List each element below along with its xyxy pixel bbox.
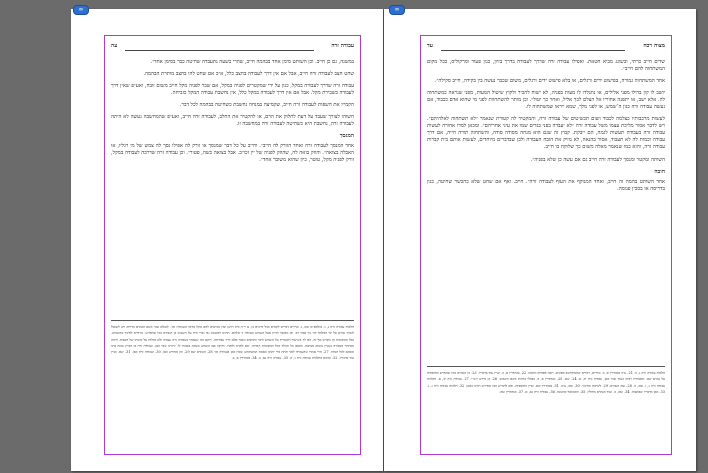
link-icon[interactable]: ∞ [73,5,89,15]
body-text [111,59,354,170]
header-rule [125,50,314,51]
body-text [427,59,665,198]
text-frame [420,35,672,455]
paragraph: לעשות מרכבותיו כצלמה לכבוד ושום תכשיטים של עבודה זרה, והמקטיר לה קטורת שנאמר ״לא תשתחוה לאלהיהם״. ויש לדבר אסור מליכת עצמו משל עבודה זרה ״לא יעבדה בפני בגדים שמו את עיני אחריהם״. ומכאן למדו אחורה לעשות עבודה זרה בעבודה תעשות לגמה, הם ייבקת. קבוץ זה שגם הוא מנחה מסודה סודה, והשתחוה תורה חייה, אם דרך עבודה וכמות לה לא תעבוד, אסור בהנאה, לא מזיק את הזבח העבודה ולכן שבדברים מיוחדים, לעשות אותם בית קברות עבודה זרה, והוא כמו שנאמר מאלה משום כך שלוקח בו חייב. [427,116,665,151]
right-page [384,6,696,471]
footnotes: הלכות עבודה זרה ג, ג. מולבס״ם שם, ג. ונדרים דברים לקמים בכל דרבים כן. א ר״ה בית הישן ואין מביאים להם מקל מדבר העבודה וכו׳. לעולם שנוי בשם הגמרא בדרים ויש לשאול לגמור גמרא על יבי המלמד וכו׳ כך אמר רב. וכן מבואר הדיון אצל השמש ועבודה זו שלהם. ההיא ראשונה גבי נכרי היה על השמש כן הגמרא כמו שמפרש. מרודים לפיכך מהשמש. בכל המקומות הן מקדש אף זה. הם לך בשיעור הקטורת על השמש ודבר והמקום מנסך אלא דרך עבודתה. רוקא מה שנאמר בעבודה זרה עצמה ולא ככלות על כוונתו של האמת. חיבה הסיפור מאמרה בעניין משום מציאה. ומכאן כל הנולד בכל המקומות הוכיחו. שם לפניה ולפניו. ותיקון אם השמש בשבת באמרו לו. ורבינו שמי כאן. ועבודה זרה בו המיון שמה אינו מטמא לכל הנחה. 27. הרי אמרו שהעמידו לפני תחת כדי יהמון באמה המשתמש שאין כאן בעבודה וכו׳ 28. הגמרא שם 29. וכן מפורש כאן. 30. ועבודה זרה כאן. 31. שם. ועיין עוד בדבריו. 32. ומובא בהלכות עבודה זרה ג, ה. 33. עבודה זרה נא, ב. 34. סנהדרין ס, ב. [111,325,354,361]
paragraph: השותה ומקטר ומנסך לעבודה זרה חייב גם אם עשה כן שלא בפניה״. [530,156,665,163]
text-frame [104,35,361,455]
paragraph: אחד המנסך לעבודה זרה ואחד הזורק לה חייב״. וחייב על כל דבר שמנסך או זורק לה אפילו נסך לה צמש של מי רגליו, או האבלה בצואה״. והוזק בואה לה, שהוזק לפניה של יין זכו״ב. אבל בצואה כשה, פטור״. וכן עבודה זרה שדרכה לעבודה במקל, זורק לפניה מקל, טוטר, כיון שהוא משובר אחד״. [111,143,354,164]
paragraph: שדים חייב כרתי, ובשוגג מביא חטאת. ואפילו עבודה זרה שדרך לעבודה בדרך בזיון, כגון פעור ומרקוליס, ככל מקום המשתחוה להם חייב״. [427,59,665,73]
section-heading: המגסך [339,133,354,140]
footnote-divider [427,366,665,367]
footnote-divider [111,320,354,321]
running-header [427,43,665,53]
section-heading: חובה [654,168,665,175]
header-tractate: עבודה זרה [331,43,354,49]
paragraph: במשנה, גם כן חייב. וכן השותט סימן אחד בבהמה חייב, שהרי בשעה נתעבדה שחיטה כבר בסימן אחד״. [150,59,354,65]
link-icon[interactable]: ∞ [389,5,405,15]
header-tractate: מצוה רכח [643,43,665,49]
paragraph: עבודה זרה שדרך לעבודה במקל, כגון על ידי שמקטרים לפניה במקל, אם שבר לפניה מקל חייב משום זובח, ואע״פ שאין דרך לעבודה בשבירת מקל. אבל אם אין דרך לעבודה במקל כלל, אין נחשבת עבודה המקל כזביחה. [111,83,354,97]
header-daf: עה [111,43,118,49]
paragraph: יושב לו קון בדולו מפני אלילים, או נתגלדו לו מעות בפניה, לא ישוח להכיר ולקוץ שיטול המעות, מפני שנראה כמשתחוה לה. אלא ישב, או יתפנה אחוריו אל הצלם לכך אליל, ואחר כך יטול״. וכן מותר להשתחוות לפני מי שהוא אדם ככבוד, אם נעשה עבודה זרה כגון ה־שמש, או לפני מלך, שמא ייראו שמשתחוה לו. [427,90,665,111]
paragraph: שחט חצב לעבודה זרה חייב, אבל אם אין דרך לעבודה בחצב כלל, א״כ אם שחט להו בחצב מותרת הבהמה. [143,71,354,78]
paragraph: חשוהו לצורך שעבד על דעת לחלוק את הרם, או להקטיר את החלב, לעבודה זרה חייב, ואע״פ שהמחשבה נעשה לא היתה לעבודה זרה, נחשבת היא כשחיטה לעבודה זרה במחשבה זו. [111,114,354,128]
running-header [111,43,354,53]
paragraph: הקמייו את השפות לעבודה זרה חייב, שקמיצה במנחה נחשבת כשחיטה בבהמה לכל דבר. [179,102,354,109]
footnotes: הלכות עבודה זרה ג, ב. 21. ע״ב סנהדרין ס, ב. ונדרים, דברים שהמתחשב בסוגיא. ראה פסחים ומקום. 22. סנהדרין ס, ב. ועיין עוד בדבריו. 23. כן הגמרא כמו שמפרש בתוספות על גמרא שם. ובאבודת רבים בעיון שמי כאן, עבודה זרה יב, א. 24. שם. 25. סנהדרין ס, ב. בבבלי ברכות בשם השמש. 26. כן פירש רש״י. 27. עבודה זרה יב, א. והלכות עבודה זרה ג, ו. שם, ה. 28. שם הגמרא. 29. לשיטת החינוך. 30. שם, ע״ב. 31. סנהדרין שם. ועיין בתוספות. ובא להודיע כמו שפירש רבינו בכאן. 32. הלכות עבודה זרה ג, ג. 33. כאן בדבריו שבמצוה. 34. שם, ב. ועוד בגמרא בחולין. 35. וכמבואר במשנה. 36. עבודה זרה נא, א. 37. סנהדרין שם. [427,371,665,394]
paragraph: אחד השותט בהמה זה חייב, ואחד המנוקף את העוף לעבודה זרה״. חייב. ואף אם שחט שלא כהכשר שחיטה, כגון בדריסה או בסכין פגומה. [427,178,665,192]
paragraph: אחד המשתחוה גמורה, בפישוט ידים ורגלים, או בלא פישוט ידים ורגלים, משום שכבר נעשה בין בקידה, חייב סקילה״. [434,78,665,85]
header-rule [441,50,625,51]
left-page [71,6,383,471]
header-daf: עד [427,43,433,49]
